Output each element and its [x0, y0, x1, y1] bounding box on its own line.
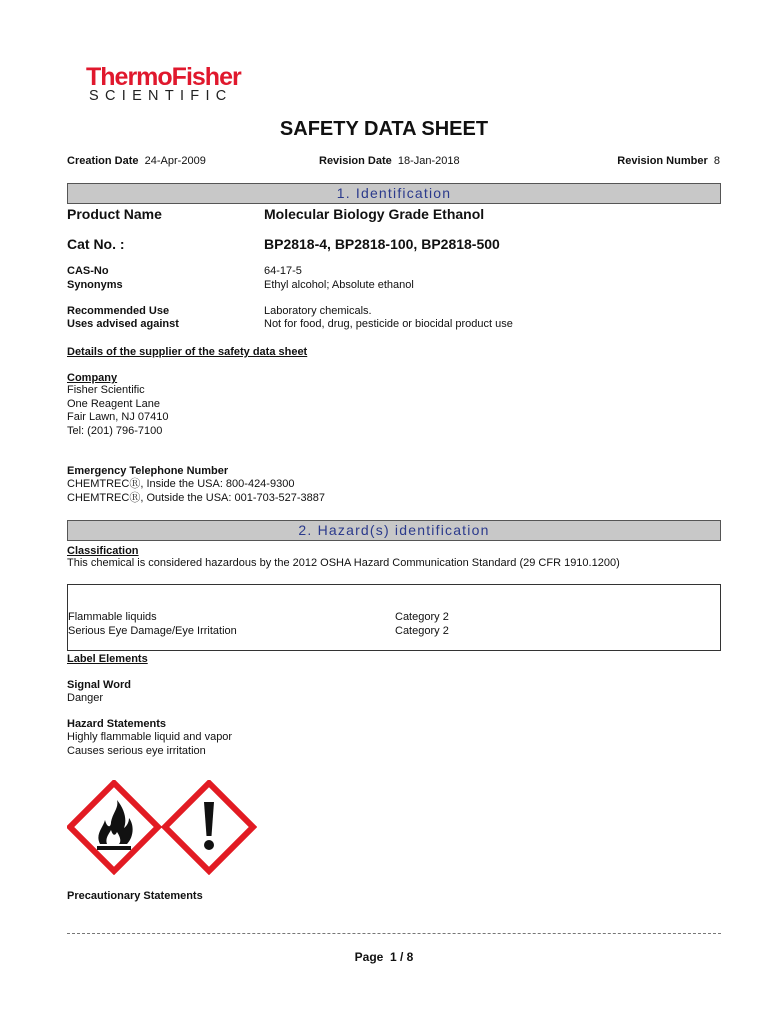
signal-word-value: Danger: [67, 692, 104, 704]
hazard-category: Category 2: [395, 611, 449, 623]
revision-date: [319, 155, 460, 167]
classification-label: Classification: [67, 545, 139, 557]
ghs-pictograms: [67, 780, 257, 875]
document-title: SAFETY DATA SHEET: [279, 118, 489, 140]
hazard-statements-label: Hazard Statements: [67, 718, 167, 730]
company-line: Fair Lawn, NJ 07410: [67, 411, 169, 423]
emergency-line: CHEMTRECⓇ, Outside the USA: 001-703-527-3887: [67, 491, 326, 504]
revision-date-value: 18-Jan-2018: [397, 155, 460, 167]
synonyms-value: Ethyl alcohol; Absolute ethanol: [264, 279, 414, 291]
company-phone: Tel: (201) 796-7100: [67, 424, 163, 437]
company-label: Company: [67, 372, 118, 384]
footer-divider: [67, 933, 721, 934]
emergency-numbers: [67, 478, 325, 505]
cas-value: 64-17-5: [264, 265, 302, 277]
supplier-heading: Details of the supplier of the safety data sheet: [67, 346, 308, 358]
hazard-name: Flammable liquids: [68, 611, 157, 623]
synonyms-label: Synonyms: [67, 279, 123, 291]
label-elements-heading: Label Elements: [67, 653, 148, 665]
brand-logo-sub: SCIENTIFIC: [89, 88, 233, 104]
emergency-line: CHEMTRECⓇ, Inside the USA: 800-424-9300: [67, 478, 295, 490]
product-name-value: Molecular Biology Grade Ethanol: [264, 206, 485, 222]
classification-text: This chemical is considered hazardous by the 2012 OSHA Hazard Communication Standard (29 CFR 1910.1200): [67, 557, 620, 569]
company-line: One Reagent Lane: [67, 397, 160, 410]
revision-date-label: Revision Date: [319, 155, 392, 167]
product-name-label: Product Name: [67, 206, 162, 222]
revision-number: [617, 155, 720, 167]
hazard-statement: Highly flammable liquid and vapor: [67, 731, 233, 743]
hazard-statements: [67, 731, 232, 758]
creation-date-value: 24-Apr-2009: [144, 155, 206, 167]
brand-logo-main: ThermoFisher: [86, 63, 241, 91]
page-number: [0, 950, 768, 964]
creation-date: [67, 155, 206, 167]
flame-icon: [70, 783, 158, 871]
uses-against-label: Uses advised against: [67, 318, 179, 330]
emergency-label: Emergency Telephone Number: [67, 465, 229, 477]
page-label: Page: [354, 950, 384, 964]
uses-against-value: Not for food, drug, pesticide or biocidal product use: [264, 318, 513, 330]
recommended-use-label: Recommended Use: [67, 305, 170, 317]
company-line: Fisher Scientific: [67, 384, 145, 396]
cat-no-label: Cat No. :: [67, 236, 125, 252]
creation-date-label: Creation Date: [67, 155, 139, 167]
hazard-statement: Causes serious eye irritation: [67, 744, 206, 757]
revision-number-label: Revision Number: [617, 155, 708, 167]
exclamation-icon: [165, 783, 253, 871]
page-value: 1 / 8: [390, 950, 414, 964]
company-address: [67, 384, 169, 438]
section-2-heading: 2. Hazard(s) identification: [67, 520, 721, 541]
hazard-name: Serious Eye Damage/Eye Irritation: [68, 625, 237, 637]
hazard-classification-table: [67, 584, 721, 651]
signal-word-label: Signal Word: [67, 679, 131, 691]
hazard-category: Category 2: [395, 625, 449, 637]
section-1-heading: 1. Identification: [67, 183, 721, 204]
precautionary-statements-label: Precautionary Statements: [67, 890, 203, 902]
recommended-use-value: Laboratory chemicals.: [264, 305, 372, 317]
cas-label: CAS-No: [67, 265, 109, 277]
cat-no-value: BP2818-4, BP2818-100, BP2818-500: [264, 236, 500, 252]
revision-number-value: 8: [713, 155, 720, 167]
